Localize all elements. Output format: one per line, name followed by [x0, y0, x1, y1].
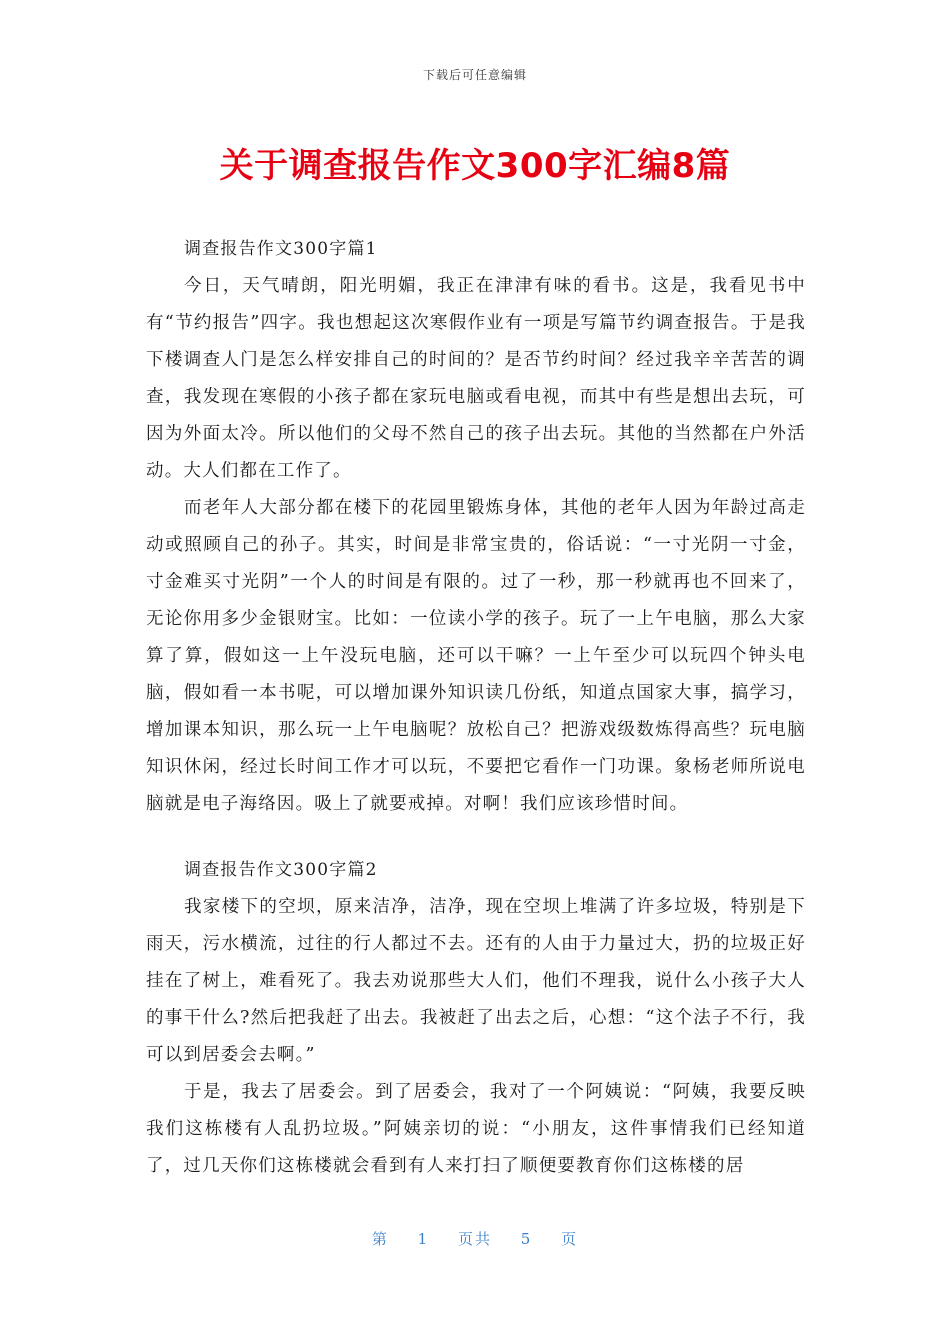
- paragraph: 我家楼下的空坝，原来洁净，洁净，现在空坝上堆满了许多垃圾，特别是下雨天，污水横流，过往的行人都过不去。还有的人由于力量过大，扔的垃圾正好挂在了树上，难看死了。我去劝说那些大人们，他们不理我，说什么小孩子大人的事干什么?然后把我赶了出去。我被赶了出去之后，心想：“这个法子不行，我可以到居委会去啊。”: [146, 897, 806, 1065]
- header-note: 下载后可任意编辑: [422, 68, 527, 82]
- document-title: 关于调查报告作文300字汇编8篇: [219, 146, 731, 186]
- paragraph: 而老年人大部分都在楼下的花园里锻炼身体，其他的老年人因为年龄过高走动或照顾自己的孙子。其实，时间是非常宝贵的，俗话说：“一寸光阴一寸金，寸金难买寸光阴”一个人的时间是有限的。过了一秒，那一秒就再也不回来了，无论你用多少金银财宝。比如：一位读小学的孩子。玩了一上午电脑，那么大家算了算，假如这一上午没玩电脑，还可以干嘛？一上午至少可以玩四个钟头电脑，假如看一本书呢，可以增加课外知识读几份纸，知道点国家大事，搞学习，增加课本知识，那么玩一上午电脑呢？放松自己？把游戏级数炼得高些？玩电脑知识休闲，经过长时间工作才可以玩，不要把它看作一门功课。象杨老师所说电脑就是电子海络因。吸上了就要戒掉。对啊！我们应该珍惜时间。: [146, 498, 806, 814]
- section-1: [146, 231, 806, 823]
- paragraph: 于是，我去了居委会。到了居委会，我对了一个阿姨说：“阿姨，我要反映我们这栋楼有人乱扔垃圾。”阿姨亲切的说：“小朋友，这件事情我们已经知道了，过几天你们这栋楼就会看到有人来打扫了顺便要教育你们这栋楼的居: [146, 1082, 806, 1176]
- footer-middle: 页共: [457, 1230, 492, 1248]
- total-page-count: 5: [520, 1230, 533, 1248]
- section-spacer: [146, 823, 806, 852]
- paragraph: 今日，天气晴朗，阳光明媚，我正在津津有味的看书。这是，我看见书中有“节约报告”四字。我也想起这次寒假作业有一项是写篇节约调查报告。于是我下楼调查人门是怎么样安排自己的时间的？是否节约时间？经过我辛辛苦苦的调查，我发现在寒假的小孩子都在家玩电脑或看电视，而其中有些是想出去玩，可因为外面太冷。所以他们的父母不然自己的孩子出去玩。其他的当然都在户外活动。大人们都在工作了。: [146, 276, 806, 481]
- section-heading: 调查报告作文300字篇2: [184, 860, 378, 880]
- document-body: [146, 231, 806, 1185]
- page-footer: [0, 1228, 950, 1249]
- section-2: [146, 852, 806, 1185]
- footer-prefix: 第: [371, 1230, 389, 1248]
- section-heading: 调查报告作文300字篇1: [184, 239, 378, 259]
- current-page-number: 1: [417, 1230, 430, 1248]
- footer-suffix: 页: [561, 1230, 579, 1248]
